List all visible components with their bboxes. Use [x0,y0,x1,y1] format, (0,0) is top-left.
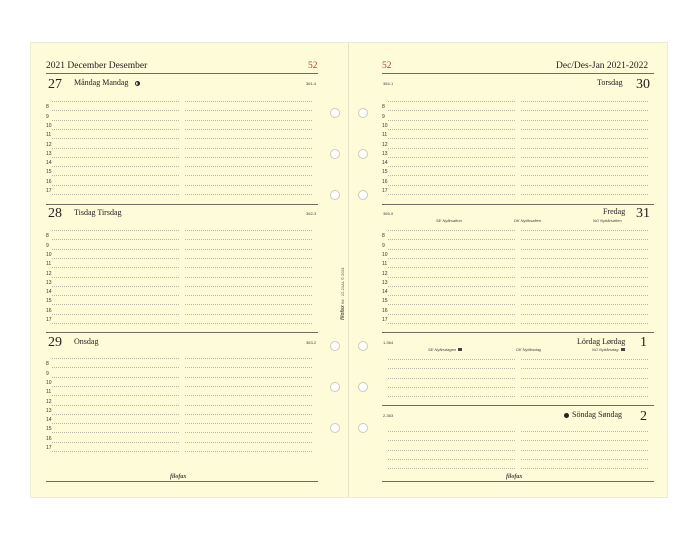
right-header-title: Dec/Des-Jan 2021-2022 [556,61,649,71]
ruled-line [52,286,179,287]
ruled-line [521,387,648,388]
hour-label: 10 [382,122,388,129]
ruled-line [185,377,312,378]
hour-label: 11 [382,132,388,139]
ruled-line [521,258,648,259]
ruled-line [52,129,179,130]
ruled-line [52,138,179,139]
hour-label: 14 [46,289,52,296]
ruled-line [52,101,179,102]
ruled-line [388,258,515,259]
left-week-number: 52 [308,61,318,71]
ruled-line [521,459,648,460]
ruled-line [185,304,312,305]
ruled-line [388,175,515,176]
hour-label: 8 [46,233,49,240]
hour-label: 11 [382,261,388,268]
day-name-28: Tisdag Tirsdag [74,208,122,217]
hour-label: 9 [46,370,49,377]
day-code-2: 2-363 [383,413,394,418]
day-divider [382,405,654,406]
ruled-line [388,230,515,231]
moon-phase-icon [135,81,140,86]
day-number-2: 2 [640,409,647,424]
ruled-line [388,459,515,460]
hour-label: 8 [382,233,385,240]
holiday-note: NO Nyttårsdag [592,347,619,352]
ruled-line [388,249,515,250]
hour-label: 10 [382,251,388,258]
hour-label: 16 [46,307,52,314]
day-code-28: 362-3 [306,211,317,216]
punch-hole [358,423,368,433]
day-number-30: 30 [636,77,650,92]
hour-label: 11 [46,132,52,139]
ruled-line [185,295,312,296]
ruled-line [52,267,179,268]
spine-brand: filofax [340,305,346,320]
ruled-line [52,148,179,149]
ruled-line [52,304,179,305]
ruled-line [52,358,179,359]
ruled-line [185,258,312,259]
punch-hole [330,382,340,392]
hour-label: 16 [382,178,388,185]
ruled-line [185,367,312,368]
hour-label: 13 [46,407,52,414]
ruled-line [52,405,179,406]
day-code-31: 365-0 [383,211,394,216]
ruled-line [52,432,179,433]
right-header-rule [382,73,654,74]
ruled-line [185,395,312,396]
ruled-line [388,431,515,432]
left-header-rule [46,73,318,74]
hour-label: 16 [46,435,52,442]
ruled-line [521,450,648,451]
day-code-27: 361-4 [306,81,317,86]
ruled-line [185,101,312,102]
ruled-line [521,101,648,102]
day-name-2: Söndag Søndag [572,410,622,419]
day-number-29: 29 [48,335,62,350]
punch-hole [358,108,368,118]
ruled-line [388,359,515,360]
hour-label: 14 [46,417,52,424]
ruled-line [185,414,312,415]
ruled-line [521,440,648,441]
ruled-line [388,110,515,111]
right-footer-rule [382,481,654,482]
moon-phase-icon [564,413,569,418]
ruled-line [185,451,312,452]
hour-label: 9 [46,242,49,249]
ruled-line [388,387,515,388]
hour-label: 12 [46,141,52,148]
ruled-line [185,175,312,176]
ruled-line [521,175,648,176]
ruled-line [388,101,515,102]
hour-label: 9 [382,113,385,120]
ruled-line [388,166,515,167]
hour-label: 17 [382,317,388,323]
flag-icon [458,348,462,351]
hour-label: 15 [46,426,52,433]
punch-hole [330,341,340,351]
ruled-line [52,423,179,424]
day-name-1: Lördag Lørdag [577,337,626,346]
ruled-line [388,157,515,158]
ruled-line [388,194,515,195]
punch-hole [330,423,340,433]
day-divider [382,204,654,205]
ruled-line [388,277,515,278]
ruled-line [52,395,179,396]
hour-label: 10 [46,122,52,129]
hour-label: 17 [46,317,52,323]
ruled-line [388,286,515,287]
day-name-29: Onsdag [74,337,99,346]
hour-label: 8 [382,104,385,111]
day-divider [46,204,318,205]
ruled-line [388,450,515,451]
hour-label: 17 [46,445,52,451]
ruled-line [185,277,312,278]
punch-hole [358,149,368,159]
ruled-line [52,451,179,452]
ruled-line [521,148,648,149]
ruled-line [52,110,179,111]
punch-hole [330,190,340,200]
hour-label: 14 [382,289,388,296]
hour-label: 16 [382,307,388,314]
ruled-line [521,138,648,139]
day-code-1: 1-364 [383,340,394,345]
hour-label: 9 [46,113,49,120]
ruled-line [52,295,179,296]
hour-label: 10 [46,251,52,258]
day-divider [382,332,654,333]
ruled-line [521,239,648,240]
hour-label: 15 [382,298,388,305]
ruled-line [52,157,179,158]
ruled-line [521,323,648,324]
ruled-line [52,442,179,443]
ruled-line [185,323,312,324]
ruled-line [388,239,515,240]
ruled-line [521,368,648,369]
ruled-line [52,239,179,240]
day-number-28: 28 [48,206,62,221]
hour-label: 12 [382,270,388,277]
punch-hole [330,108,340,118]
ruled-line [185,239,312,240]
ruled-line [185,138,312,139]
hour-label: 11 [46,389,52,396]
hour-label: 15 [382,169,388,176]
ruled-line [185,432,312,433]
page-fold [348,43,349,497]
day-code-30: 364-1 [383,81,394,86]
hour-label: 13 [46,279,52,286]
day-name-27: Måndag Mandag [74,78,129,87]
right-week-number: 52 [382,61,392,71]
ruled-line [521,396,648,397]
ruled-line [52,185,179,186]
hour-label: 14 [382,160,388,167]
day-code-29: 363-2 [306,340,317,345]
ruled-line [52,230,179,231]
hour-label: 13 [382,279,388,286]
ruled-line [185,110,312,111]
ruled-line [388,468,515,469]
day-divider [46,332,318,333]
ruled-line [185,249,312,250]
punch-hole [358,341,368,351]
hour-label: 17 [382,188,388,194]
ruled-line [388,120,515,121]
ruled-line [52,414,179,415]
ruled-line [52,120,179,121]
day-number-1: 1 [640,335,647,350]
ruled-line [52,175,179,176]
ruled-line [388,267,515,268]
ruled-line [521,110,648,111]
holiday-note: NO Nyttårsaften [593,218,622,223]
ruled-line [521,304,648,305]
hour-label: 12 [46,270,52,277]
ruled-line [521,129,648,130]
ruled-line [521,249,648,250]
ruled-line [388,314,515,315]
ruled-line [521,359,648,360]
day-name-31: Fredag [603,207,626,216]
punch-hole [330,149,340,159]
ruled-line [521,157,648,158]
ruled-line [185,442,312,443]
hour-label: 8 [46,104,49,111]
ruled-line [388,440,515,441]
ruled-line [521,166,648,167]
hour-label: 13 [46,150,52,157]
day-number-27: 27 [48,77,62,92]
ruled-line [521,230,648,231]
spine-text [340,267,346,320]
ruled-line [185,120,312,121]
ruled-line [185,386,312,387]
hour-label: 9 [382,242,385,249]
ruled-line [521,286,648,287]
hour-label: 17 [46,188,52,194]
ruled-line [185,423,312,424]
ruled-line [52,323,179,324]
ruled-line [185,185,312,186]
ruled-line [185,148,312,149]
day-number-31: 31 [636,206,650,221]
ruled-line [185,230,312,231]
ruled-line [521,277,648,278]
left-header-title: 2021 December Desember [46,61,148,71]
ruled-line [388,148,515,149]
right-brand-logo: filofax [506,474,523,480]
punch-hole [358,382,368,392]
day-name-30: Torsdag [597,78,623,87]
ruled-line [388,295,515,296]
ruled-line [52,314,179,315]
ruled-line [52,377,179,378]
hour-label: 14 [46,160,52,167]
ruled-line [521,431,648,432]
ruled-line [388,323,515,324]
ruled-line [185,157,312,158]
ruled-line [388,378,515,379]
ruled-line [521,314,648,315]
punch-hole [358,190,368,200]
holiday-note: SE Nyårsafton [436,218,462,223]
holiday-note: DK Nytårsdag [516,347,541,352]
hour-label: 10 [46,379,52,386]
ruled-line [185,194,312,195]
ruled-line [388,185,515,186]
left-footer-rule [46,481,318,482]
ruled-line [521,194,648,195]
ruled-line [521,185,648,186]
hour-label: 11 [46,261,52,268]
spine-code: 6d · 22-21AL © 2021 [340,267,345,305]
ruled-line [388,304,515,305]
left-brand-logo: filofax [170,474,187,480]
hour-label: 15 [46,169,52,176]
ruled-line [52,166,179,167]
ruled-line [185,358,312,359]
ruled-line [185,166,312,167]
ruled-line [52,367,179,368]
ruled-line [185,286,312,287]
ruled-line [521,295,648,296]
ruled-line [388,368,515,369]
ruled-line [521,378,648,379]
flag-icon [621,348,625,351]
ruled-line [52,194,179,195]
ruled-line [185,405,312,406]
ruled-line [388,129,515,130]
ruled-line [52,258,179,259]
ruled-line [185,267,312,268]
hour-label: 15 [46,298,52,305]
ruled-line [185,314,312,315]
hour-label: 13 [382,150,388,157]
ruled-line [52,386,179,387]
hour-label: 12 [46,398,52,405]
hour-label: 12 [382,141,388,148]
ruled-line [388,396,515,397]
ruled-line [52,277,179,278]
ruled-line [388,138,515,139]
ruled-line [521,267,648,268]
ruled-line [185,129,312,130]
hour-label: 8 [46,361,49,368]
ruled-line [52,249,179,250]
holiday-note: DK Nytårsaften [514,218,542,223]
ruled-line [521,468,648,469]
ruled-line [521,120,648,121]
holiday-note: SE Nyårsdagen [428,347,457,352]
hour-label: 16 [46,178,52,185]
